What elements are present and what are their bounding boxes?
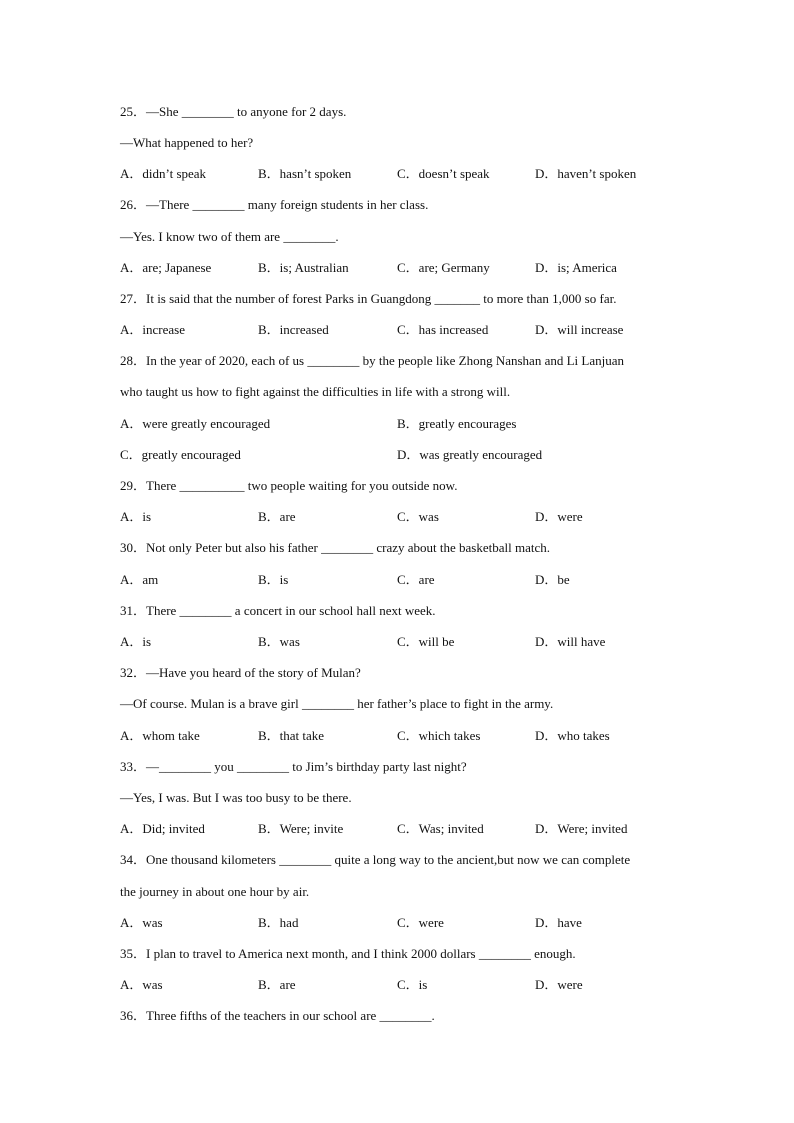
question-35-option-b: B．are xyxy=(258,977,296,992)
question-25-stem: 25．—She ________ to anyone for 2 days. xyxy=(120,104,347,119)
question-32-option-c: C．which takes xyxy=(397,728,481,743)
question-25-reply: —What happened to her? xyxy=(120,135,254,150)
question-34-option-c: C．were xyxy=(397,915,444,930)
question-33-option-b: B．Were; invite xyxy=(258,821,344,836)
question-32-option-b: B．that take xyxy=(258,728,325,743)
question-33-reply: —Yes, I was. But I was too busy to be there. xyxy=(120,790,352,805)
question-35-stem: 35．I plan to travel to America next month, and I think 2000 dollars ________ enough. xyxy=(120,946,576,961)
question-30-option-b: B．is xyxy=(258,572,289,587)
question-29-option-c: C．was xyxy=(397,509,439,524)
question-32-option-d: D．who takes xyxy=(535,728,610,743)
question-32-reply: —Of course. Mulan is a brave girl ________ her father’s place to fight in the army. xyxy=(120,696,554,711)
question-35-option-a: A．was xyxy=(120,977,163,992)
question-30-option-c: C．are xyxy=(397,572,435,587)
question-26-option-d: D．is; America xyxy=(535,260,617,275)
question-27-stem: 27．It is said that the number of forest Parks in Guangdong _______ to more than 1,000 so far. xyxy=(120,291,617,306)
question-26-option-b: B．is; Australian xyxy=(258,260,349,275)
question-35-option-d: D．were xyxy=(535,977,583,992)
question-27-option-a: A．increase xyxy=(120,322,185,337)
question-29-option-a: A．is xyxy=(120,509,152,524)
question-34-option-b: B．had xyxy=(258,915,299,930)
question-27-option-d: D．will increase xyxy=(535,322,624,337)
question-33-option-c: C．Was; invited xyxy=(397,821,484,836)
question-28-option-d: D．was greatly encouraged xyxy=(397,447,543,462)
question-30-option-a: A．am xyxy=(120,572,159,587)
question-25-option-a: A．didn’t speak xyxy=(120,166,207,181)
question-32-stem: 32．—Have you heard of the story of Mulan? xyxy=(120,665,361,680)
question-26-option-c: C．are; Germany xyxy=(397,260,490,275)
question-27-option-b: B．increased xyxy=(258,322,329,337)
question-30-option-d: D．be xyxy=(535,572,570,587)
question-26-reply: —Yes. I know two of them are ________. xyxy=(120,229,339,244)
question-31-option-c: C．will be xyxy=(397,634,455,649)
question-34-option-d: D．have xyxy=(535,915,582,930)
question-27-option-c: C．has increased xyxy=(397,322,489,337)
question-33-stem: 33．—________ you ________ to Jim’s birthday party last night? xyxy=(120,759,467,774)
question-28-option-b: B．greatly encourages xyxy=(397,416,517,431)
question-25-option-d: D．haven’t spoken xyxy=(535,166,637,181)
question-31-option-a: A．is xyxy=(120,634,152,649)
question-31-stem: 31．There ________ a concert in our school hall next week. xyxy=(120,603,436,618)
question-34-option-a: A．was xyxy=(120,915,163,930)
question-28-stem-continued: who taught us how to fight against the difficulties in life with a strong will. xyxy=(120,384,511,399)
question-28-stem: 28．In the year of 2020, each of us ________ by the people like Zhong Nanshan and Li Lanjuan xyxy=(120,353,624,368)
question-33-option-d: D．Were; invited xyxy=(535,821,628,836)
question-33-option-a: A．Did; invited xyxy=(120,821,205,836)
question-25-option-b: B．hasn’t spoken xyxy=(258,166,352,181)
question-32-option-a: A．whom take xyxy=(120,728,200,743)
question-34-stem-continued: the journey in about one hour by air. xyxy=(120,884,310,899)
question-30-stem: 30．Not only Peter but also his father ________ crazy about the basketball match. xyxy=(120,540,550,555)
question-26-option-a: A．are; Japanese xyxy=(120,260,212,275)
question-34-stem: 34．One thousand kilometers ________ quite a long way to the ancient,but now we can complete xyxy=(120,852,631,867)
question-28-option-c: C．greatly encouraged xyxy=(120,447,241,462)
question-29-option-b: B．are xyxy=(258,509,296,524)
question-36-stem: 36．Three fifths of the teachers in our school are ________. xyxy=(120,1008,435,1023)
question-29-option-d: D．were xyxy=(535,509,583,524)
question-31-option-d: D．will have xyxy=(535,634,606,649)
question-29-stem: 29．There __________ two people waiting for you outside now. xyxy=(120,478,458,493)
question-35-option-c: C．is xyxy=(397,977,428,992)
question-26-stem: 26．—There ________ many foreign students in her class. xyxy=(120,197,429,212)
question-31-option-b: B．was xyxy=(258,634,300,649)
question-28-option-a: A．were greatly encouraged xyxy=(120,416,271,431)
question-25-option-c: C．doesn’t speak xyxy=(397,166,490,181)
